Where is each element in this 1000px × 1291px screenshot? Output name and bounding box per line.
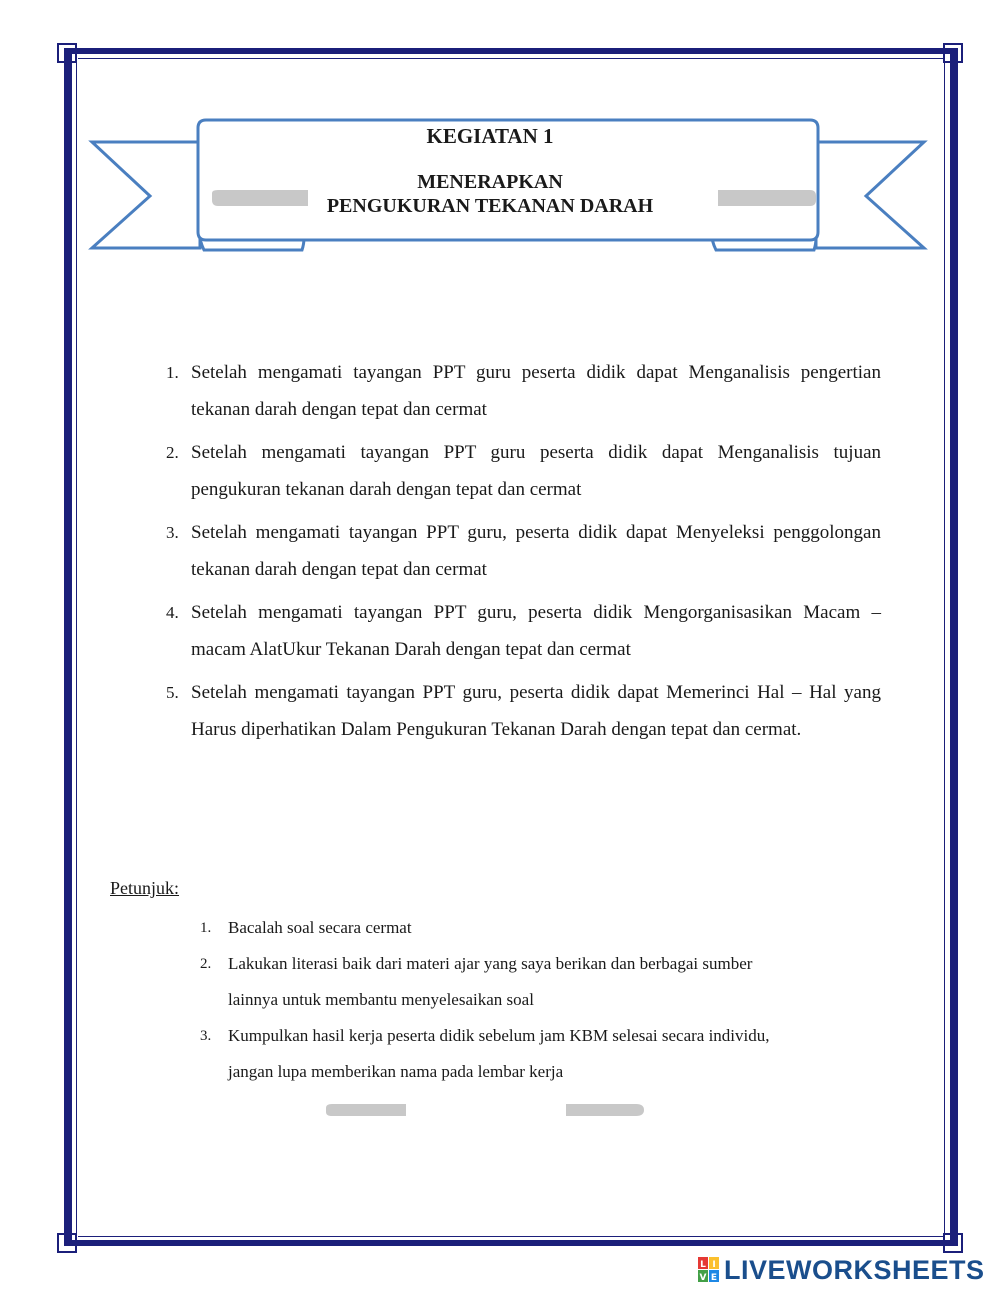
liveworksheets-badge-icon xyxy=(698,1257,720,1283)
objective-number: 5. xyxy=(166,683,179,702)
objective-item xyxy=(160,594,881,668)
objective-item xyxy=(160,354,881,428)
learning-objectives-list xyxy=(160,354,881,754)
objective-item xyxy=(160,514,881,588)
objective-item xyxy=(160,674,881,748)
instruction-item xyxy=(196,946,796,1018)
subtitle-line-2: PENGUKURAN TEKANAN DARAH xyxy=(326,195,654,217)
activity-subtitle xyxy=(250,170,730,218)
badge-letter-v: V xyxy=(699,1273,707,1283)
subtitle-line-1: MENERAPKAN xyxy=(417,171,563,193)
liveworksheets-logo[interactable] xyxy=(698,1255,985,1285)
objective-number: 3. xyxy=(166,523,179,542)
activity-title: KEGIATAN 1 xyxy=(426,124,554,148)
objective-text: Setelah mengamati tayangan PPT guru, peserta didik dapat Memerinci Hal – Hal yang Harus diperhatikan Dalam Pengukuran Tekanan Darah dengan tepat dan cermat. xyxy=(191,682,881,740)
objective-text: Setelah mengamati tayangan PPT guru peserta didik dapat Menganalisis pengertian tekanan darah dengan tepat dan cermat xyxy=(191,362,881,420)
instruction-text: Kumpulkan hasil kerja peserta didik sebelum jam KBM selesai secara individu, jangan lupa memberikan nama pada lembar kerja xyxy=(228,1026,770,1081)
badge-letter-l: L xyxy=(700,1260,706,1270)
instruction-text: Lakukan literasi baik dari materi ajar yang saya berikan dan berbagai sumber lainnya untuk membantu menyelesaikan soal xyxy=(228,954,753,1009)
instructions-list xyxy=(196,910,796,1090)
badge-letter-i: I xyxy=(712,1260,716,1270)
instruction-number: 3. xyxy=(200,1028,212,1044)
instruction-number: 1. xyxy=(200,920,212,936)
objective-number: 1. xyxy=(166,363,179,382)
ribbon-banner xyxy=(0,0,1000,300)
objective-text: Setelah mengamati tayangan PPT guru, peserta didik Mengorganisasikan Macam – macam AlatUkur Tekanan Darah dengan tepat dan cermat xyxy=(191,602,881,660)
badge-letter-e: E xyxy=(710,1273,718,1283)
instruction-item xyxy=(196,1018,796,1090)
objective-number: 4. xyxy=(166,603,179,622)
liveworksheets-brand-text: LIVEWORKSHEETS xyxy=(724,1254,985,1285)
objective-item xyxy=(160,434,881,508)
instruction-number: 2. xyxy=(200,956,212,972)
instruction-item xyxy=(196,910,796,946)
objective-text: Setelah mengamati tayangan PPT guru peserta didik dapat Menganalisis tujuan pengukuran tekanan darah dengan tepat dan cermat xyxy=(191,442,881,500)
objective-text: Setelah mengamati tayangan PPT guru, peserta didik dapat Menyeleksi penggolongan tekanan darah dengan tepat dan cermat xyxy=(191,522,881,580)
instructions-label: Petunjuk: xyxy=(110,878,180,898)
objective-number: 2. xyxy=(166,443,179,462)
instruction-text: Bacalah soal secara cermat xyxy=(228,918,412,937)
